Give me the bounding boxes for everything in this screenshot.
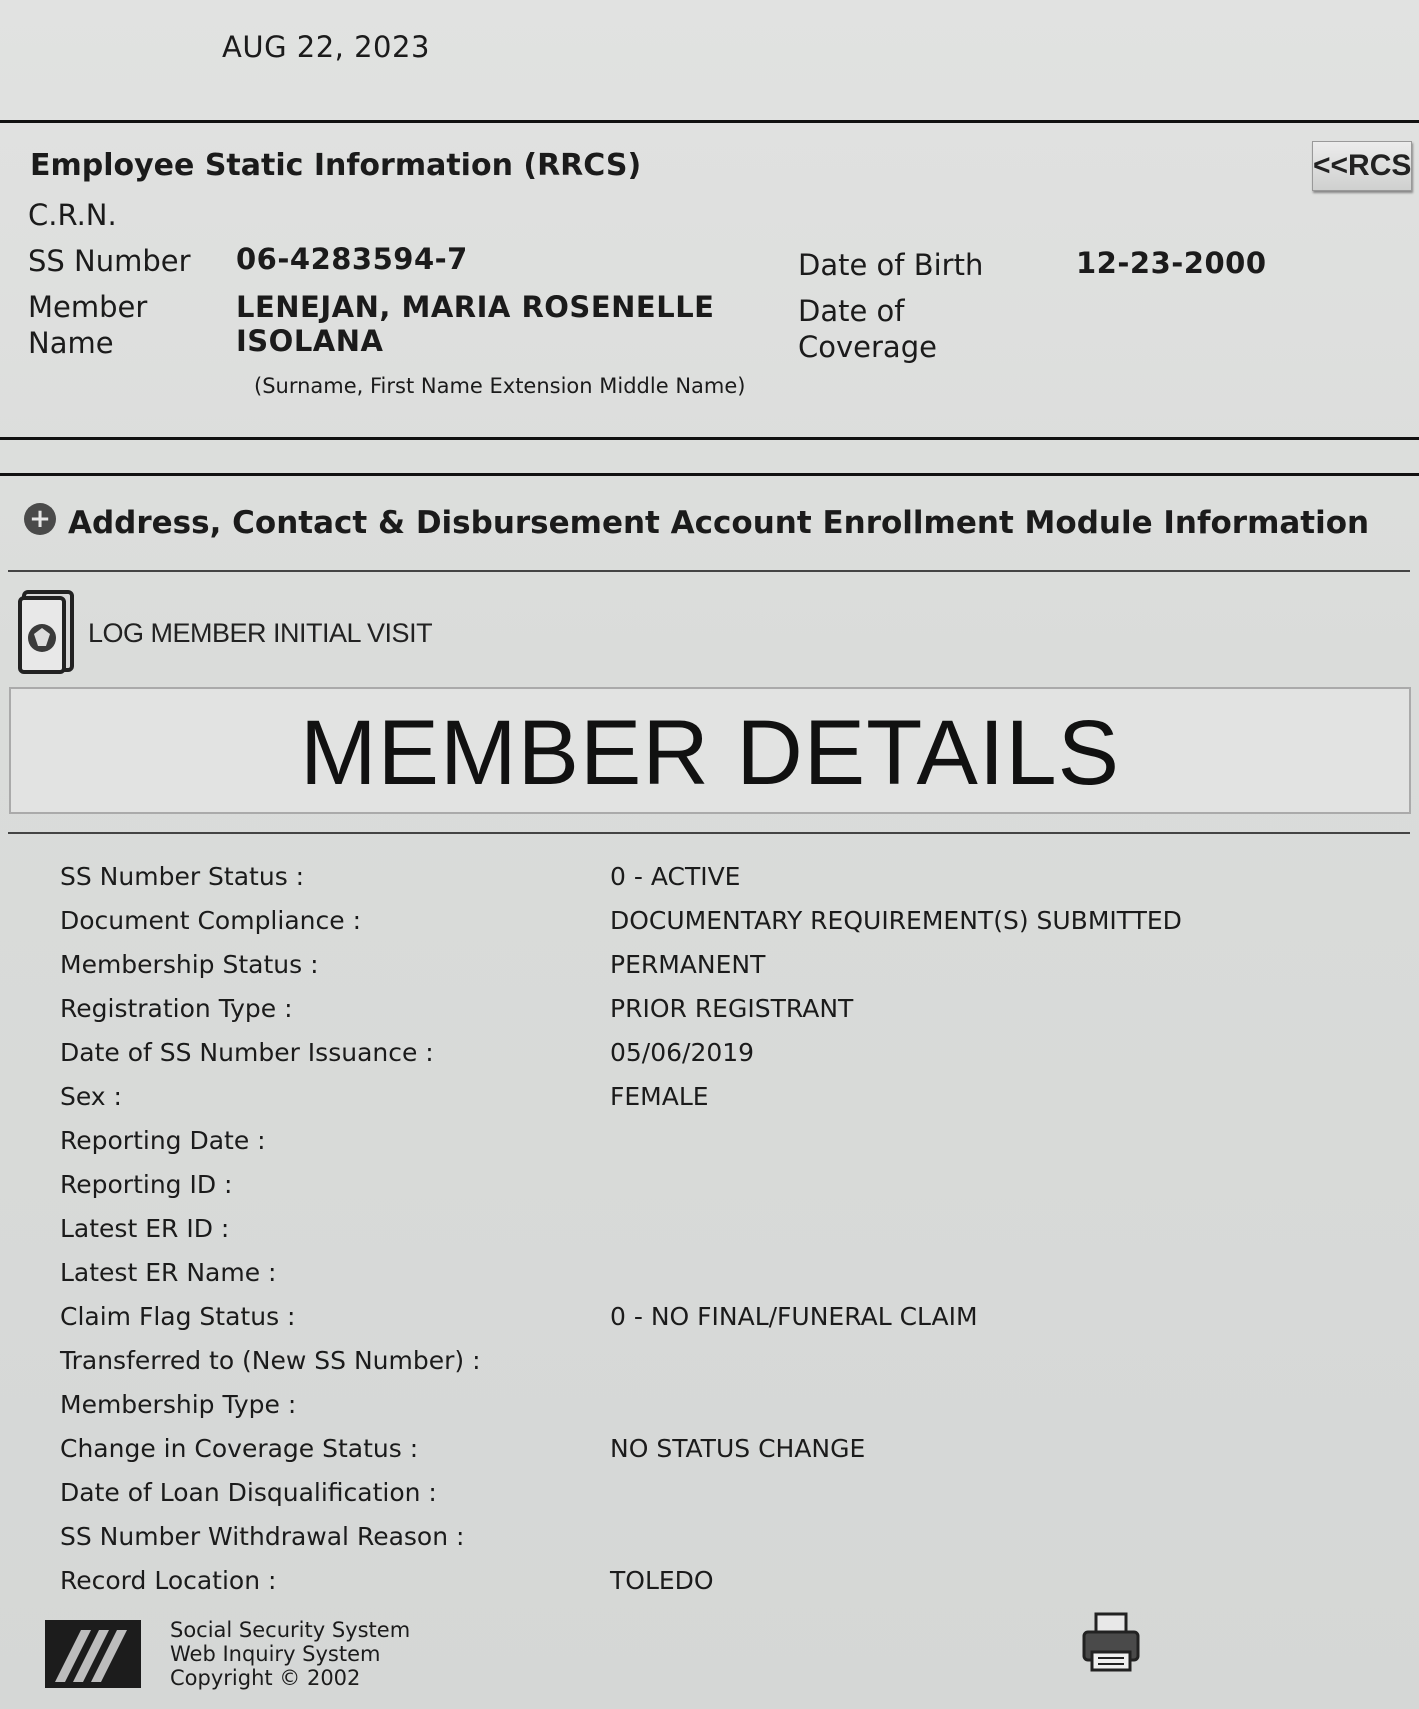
detail-row	[0, 1170, 1419, 1210]
detail-row	[0, 1038, 1419, 1078]
section-title[interactable]: Address, Contact & Disbursement Account Enrollment Module Information	[68, 505, 1370, 541]
detail-label: Latest ER ID :	[60, 1214, 230, 1243]
printer-icon[interactable]	[1082, 1612, 1140, 1674]
sss-logo-icon	[45, 1620, 141, 1688]
coverage-label-2: Coverage	[798, 330, 937, 364]
detail-row	[0, 862, 1419, 902]
divider	[8, 832, 1410, 834]
detail-row	[0, 950, 1419, 990]
footer-text	[170, 1618, 410, 1690]
detail-label: Registration Type :	[60, 994, 293, 1023]
ss-number-value: 06-4283594-7	[236, 242, 468, 276]
book-icon[interactable]	[18, 590, 76, 674]
detail-value: 0 - ACTIVE	[610, 862, 741, 891]
ss-number-label: SS Number	[28, 244, 191, 278]
detail-value: FEMALE	[610, 1082, 709, 1111]
detail-row	[0, 1126, 1419, 1166]
print-date: AUG 22, 2023	[222, 30, 430, 64]
detail-value: 05/06/2019	[610, 1038, 755, 1067]
detail-value: DOCUMENTARY REQUIREMENT(S) SUBMITTED	[610, 906, 1182, 935]
divider	[8, 570, 1410, 572]
detail-value: PERMANENT	[610, 950, 766, 979]
coverage-label-1: Date of	[798, 294, 905, 328]
dob-value: 12-23-2000	[1076, 246, 1267, 280]
footer-line2: Web Inquiry System	[170, 1642, 381, 1666]
detail-row	[0, 1522, 1419, 1562]
detail-row	[0, 1478, 1419, 1518]
detail-value: PRIOR REGISTRANT	[610, 994, 854, 1023]
member-details-banner	[9, 687, 1411, 814]
detail-row	[0, 906, 1419, 946]
divider	[0, 120, 1419, 123]
plus-circle-icon[interactable]: +	[24, 503, 56, 535]
divider	[0, 437, 1419, 440]
detail-row	[0, 1302, 1419, 1342]
name-format-hint: (Surname, First Name Extension Middle Name)	[254, 374, 746, 398]
crn-label: C.R.N.	[28, 198, 117, 232]
detail-label: Latest ER Name :	[60, 1258, 277, 1287]
detail-row	[0, 1258, 1419, 1298]
member-name-label-1: Member	[28, 290, 148, 324]
detail-row	[0, 1214, 1419, 1254]
member-name-line1: LENEJAN, MARIA ROSENELLE	[236, 290, 715, 324]
detail-label: Membership Status :	[60, 950, 319, 979]
dob-label: Date of Birth	[798, 248, 984, 282]
detail-label: Record Location :	[60, 1566, 277, 1595]
footer-line1: Social Security System	[170, 1618, 411, 1642]
detail-row	[0, 1434, 1419, 1474]
detail-label: Transferred to (New SS Number) :	[60, 1346, 481, 1375]
detail-row	[0, 1082, 1419, 1122]
detail-row	[0, 994, 1419, 1034]
detail-value: TOLEDO	[610, 1566, 714, 1595]
detail-label: Reporting ID :	[60, 1170, 233, 1199]
rcs-back-button[interactable]: <<RCS	[1312, 141, 1412, 191]
banner-title: MEMBER DETAILS	[300, 702, 1120, 804]
detail-row	[0, 1566, 1419, 1606]
detail-label: Reporting Date :	[60, 1126, 266, 1155]
static-info-title: Employee Static Information (RRCS)	[30, 148, 642, 183]
detail-label: Document Compliance :	[60, 906, 361, 935]
detail-row	[0, 1390, 1419, 1430]
detail-row	[0, 1346, 1419, 1386]
detail-label: Sex :	[60, 1082, 122, 1111]
footer-line3: Copyright © 2002	[170, 1666, 361, 1690]
detail-label: SS Number Withdrawal Reason :	[60, 1522, 465, 1551]
detail-label: Date of Loan Disqualification :	[60, 1478, 437, 1507]
detail-label: Claim Flag Status :	[60, 1302, 296, 1331]
detail-value: NO STATUS CHANGE	[610, 1434, 866, 1463]
member-name-line2: ISOLANA	[236, 324, 384, 358]
member-name-label-2: Name	[28, 326, 114, 360]
divider	[0, 473, 1419, 476]
detail-value: 0 - NO FINAL/FUNERAL CLAIM	[610, 1302, 978, 1331]
detail-label: Date of SS Number Issuance :	[60, 1038, 434, 1067]
detail-label: Membership Type :	[60, 1390, 297, 1419]
log-member-visit-link[interactable]: LOG MEMBER INITIAL VISIT	[88, 618, 433, 648]
detail-label: SS Number Status :	[60, 862, 305, 891]
detail-label: Change in Coverage Status :	[60, 1434, 419, 1463]
